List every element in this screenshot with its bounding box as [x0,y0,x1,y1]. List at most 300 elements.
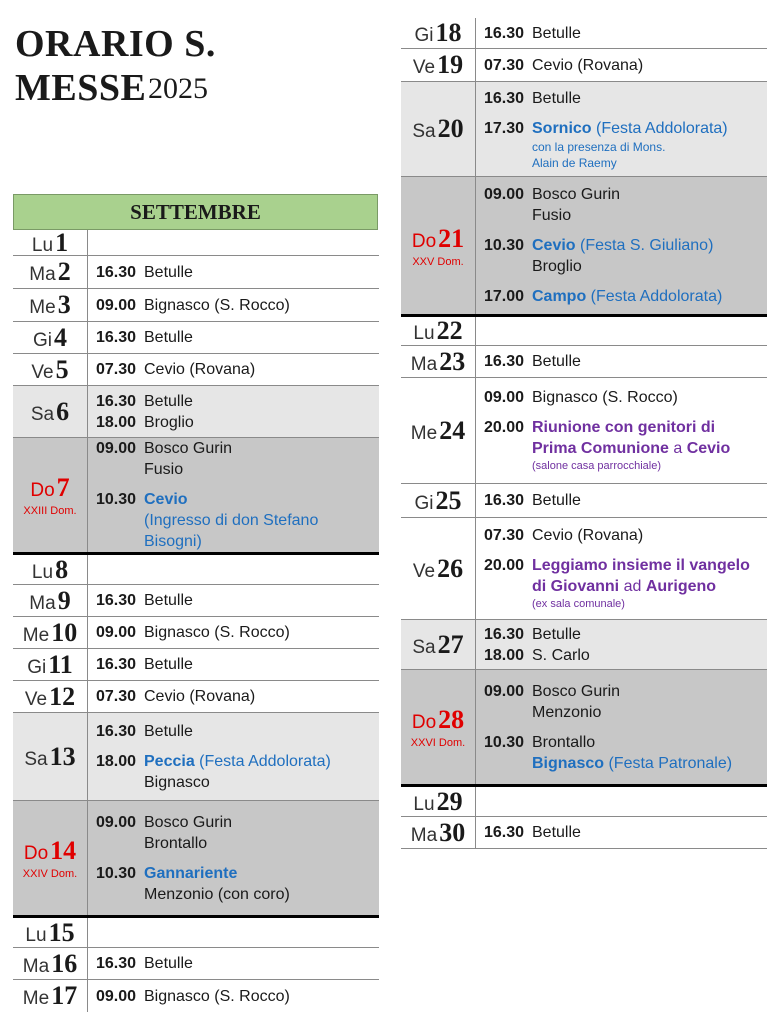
weekday: Lu [25,924,47,946]
day-label [411,416,465,446]
event-text: a [668,440,687,457]
day-row [13,289,379,322]
day-number: 13 [49,741,76,771]
mass-time [484,205,532,226]
place-name: Peccia [144,752,195,770]
mass-entry [484,624,767,645]
event-text-bold: Riunione con genitori di [532,419,716,436]
weekday: Ve [412,57,436,78]
day-row [401,18,767,49]
day-row [13,227,379,257]
mass-entry [96,953,379,974]
day-number: 19 [437,50,464,79]
day-number: 3 [57,290,71,319]
mass-entries [476,787,767,816]
schedule-column-left [13,227,379,1012]
mass-time: 16.30 [484,353,525,370]
day-number: 2 [57,257,71,286]
place-name: Sornico [532,119,592,137]
mass-time: 09.00 [96,296,137,314]
day-label [412,114,463,144]
mass-place [532,118,767,139]
day-number: 21 [438,223,465,253]
day-number: 24 [439,415,466,445]
mass-time [96,833,144,854]
weekday: Ve [24,688,48,710]
mass-time: 09.00 [96,813,137,831]
day-number: 26 [437,553,464,583]
mass-entries [476,346,767,377]
weekday: Me [410,422,438,444]
mass-place [532,235,767,256]
day-cell [401,484,476,517]
mass-entry [484,645,767,666]
weekday: Do [411,712,437,733]
mass-entries [88,230,379,255]
day-row [13,555,379,585]
day-cell [401,817,476,848]
mass-place: Betulle [144,722,193,740]
day-row [401,177,767,317]
mass-time: 07.30 [484,527,525,544]
day-row [13,354,379,386]
mass-place: Betulle [532,492,581,509]
mass-time: 16.30 [96,722,137,740]
day-number: 8 [55,554,69,584]
mass-time: 16.30 [96,656,137,673]
mass-entry [96,986,379,1007]
day-number: 17 [51,981,78,1010]
mass-entries [88,585,379,616]
mass-entry [484,387,767,408]
mass-place: Bignasco [144,773,210,791]
day-cell [13,980,88,1012]
mass-entry [96,772,379,793]
sunday-label: XXIV Dom. [22,868,78,880]
mass-place: Menzonio [532,703,602,721]
mass-entry [484,155,767,171]
day-label [29,586,70,616]
mass-entry [484,822,767,843]
place-name: Cevio [532,237,576,254]
day-label [23,618,77,648]
mass-place [532,417,767,438]
day-number: 11 [48,649,73,679]
day-label [23,949,77,979]
day-label [32,228,68,258]
day-number: 9 [57,585,71,615]
mass-time [484,576,532,597]
weekday: Gi [27,656,47,678]
mass-place [532,555,767,576]
mass-entry [484,681,767,702]
weekday: Sa [412,121,436,142]
weekday: Gi [414,492,434,514]
mass-place: Bosco Gurin [532,682,621,700]
mass-place: Bignasco (S. Rocco) [532,389,678,406]
day-row [401,346,767,378]
day-number: 27 [437,629,464,659]
mass-time: 10.30 [96,864,137,882]
mass-entry [96,812,379,833]
mass-time [484,597,532,612]
day-cell [401,49,476,81]
mass-time: 16.30 [484,625,525,643]
mass-time: 16.30 [484,492,525,509]
mass-time: 09.00 [96,440,137,457]
mass-place [144,751,379,772]
mass-entry [484,351,767,372]
event-text-bold: Cevio [686,440,731,457]
mass-time [96,772,144,793]
day-cell [401,317,476,345]
weekday: Me [29,297,56,318]
day-number: 22 [436,316,463,345]
mass-entries [476,518,767,619]
mass-entries [88,918,379,947]
day-number: 18 [435,18,462,47]
mass-entry [96,295,379,316]
mass-entry [484,576,767,597]
mass-time: 10.30 [484,237,525,254]
mass-time [484,139,532,155]
day-row [13,801,379,918]
day-row [401,317,767,346]
mass-entry [484,23,767,44]
day-cell [401,18,476,48]
weekday: Do [23,843,49,864]
day-number: 15 [48,917,75,947]
day-cell [401,378,476,483]
mass-place: Betulle [144,329,193,346]
mass-entry [96,654,379,675]
mass-place [532,753,767,774]
day-cell [13,555,88,584]
day-number: 6 [56,396,70,426]
mass-time: 17.30 [484,119,525,137]
mass-time [484,438,532,459]
mass-time: 18.00 [484,646,525,664]
place-note: (Festa Addolorata) [194,752,331,770]
mass-place: Fusio [144,461,184,478]
place-note: (Ingresso di don Stefano Bisogni) [144,512,319,550]
day-number: 28 [438,705,465,734]
day-cell [401,787,476,816]
weekday: Me [22,988,50,1009]
day-label [413,554,463,584]
mass-entries [88,649,379,680]
day-label [31,397,69,427]
place-name: Bignasco [532,754,605,772]
place-name: Campo [532,288,587,305]
mass-time: 16.30 [96,329,137,346]
mass-place: Brontallo [144,834,208,852]
mass-entry [484,235,767,256]
weekday: Me [22,624,50,646]
mass-entry [484,490,767,511]
mass-entries [88,948,379,979]
day-row [13,649,379,681]
day-cell [13,585,88,616]
mass-place: (ex sala comunale) [532,598,625,610]
mass-time: 16.30 [96,392,137,410]
weekday: Ma [410,824,438,846]
mass-place: Bignasco (S. Rocco) [144,624,290,641]
mass-entries [88,386,379,437]
day-cell [401,620,476,669]
mass-place [144,489,379,510]
day-label [412,224,464,254]
day-label [25,918,74,948]
mass-entries [476,317,767,345]
day-cell [13,322,88,353]
mass-time [484,256,532,277]
mass-entries [88,289,379,321]
weekday: Lu [413,793,435,815]
mass-time [484,155,532,171]
mass-entry [96,686,379,707]
day-row [401,620,767,670]
mass-entry [96,262,379,283]
mass-entries [476,49,767,81]
mass-entry [96,590,379,611]
day-cell [13,801,88,915]
place-note: (Festa Patronale) [604,754,733,772]
mass-entries [88,354,379,385]
mass-entry [96,884,379,905]
mass-entries [88,980,379,1012]
mass-entries [476,817,767,848]
mass-entry [484,88,767,109]
day-number: 5 [55,354,69,384]
day-label [413,50,463,80]
mass-place: con la presenza di Mons. [532,139,666,154]
mass-place: Betulle [144,392,193,410]
weekday: Gi [414,25,434,46]
mass-time: 16.30 [96,263,137,281]
day-number: 14 [50,836,77,865]
day-row [401,49,767,82]
mass-place: Betulle [532,625,581,643]
day-row [13,948,379,980]
day-number: 20 [437,114,464,143]
day-number: 12 [49,681,76,711]
mass-entry [484,118,767,139]
day-label [411,347,465,377]
day-cell [401,670,476,784]
day-label [29,290,70,320]
mass-entries [88,438,379,552]
place-name: Gannariente [144,864,238,882]
day-cell [13,681,88,712]
mass-time: 09.00 [96,624,137,641]
day-label [413,787,462,817]
day-cell [13,354,88,385]
mass-time: 20.00 [484,557,525,574]
mass-time: 07.30 [484,56,525,74]
mass-entries [88,322,379,353]
mass-place [532,286,767,307]
day-cell [401,82,476,176]
mass-entries [88,256,379,288]
weekday: Ma [410,353,438,375]
mass-entries [476,620,767,669]
mass-place: Betulle [532,353,581,370]
schedule-column-right [401,18,767,849]
mass-entry [484,139,767,155]
mass-entry [96,751,379,772]
day-row [13,713,379,801]
day-cell [401,177,476,314]
day-row [13,438,379,555]
mass-place: Bignasco (S. Rocco) [144,987,290,1005]
mass-place: Bosco Gurin [144,440,233,457]
weekday: Ma [22,955,50,977]
day-label [411,818,465,848]
mass-entries [476,82,767,176]
mass-time: 16.30 [96,955,137,972]
mass-time [484,702,532,723]
mass-place: Broglio [144,413,194,431]
mass-time: 17.00 [484,288,525,305]
page-title: ORARIO S. MESSE [15,23,216,109]
mass-place: Alain de Raemy [532,155,617,170]
event-text-bold: Prima Comunione [532,440,669,457]
event-text-bold: di Giovanni [532,578,620,595]
weekday: Sa [30,403,55,425]
day-label [25,682,75,712]
mass-place: (salone casa parrocchiale) [532,460,662,472]
day-label [412,705,464,735]
mass-entry [96,327,379,348]
mass-entry [484,184,767,205]
mass-time: 16.30 [484,89,525,107]
mass-time [484,459,532,474]
day-label [31,355,68,385]
weekday: Do [411,230,437,252]
place-note: (Festa S. Giuliano) [575,237,714,254]
mass-entry [484,753,767,774]
day-row [401,82,767,177]
weekday: Do [30,480,55,501]
mass-entries [476,18,767,48]
mass-time: 07.30 [96,688,137,705]
mass-time [484,753,532,774]
day-row [401,670,767,787]
day-cell [13,713,88,800]
day-cell [401,346,476,377]
day-label [24,742,75,772]
day-row [401,484,767,518]
weekday: Lu [413,323,435,344]
mass-place [532,576,767,597]
mass-place: Betulle [532,89,581,107]
weekday: Sa [412,636,436,658]
weekday: Lu [31,561,54,583]
day-number: 4 [54,322,67,352]
day-cell [13,438,88,552]
mass-time: 16.30 [484,24,525,42]
mass-entry [484,55,767,76]
mass-place: Menzonio (con coro) [144,885,290,903]
mass-entry [96,833,379,854]
mass-time: 09.00 [484,389,525,406]
day-cell [13,256,88,288]
day-row [401,518,767,620]
weekday: Lu [31,234,54,256]
mass-time: 16.30 [96,592,137,609]
day-row [13,322,379,354]
mass-time [96,510,144,552]
mass-time: 20.00 [484,419,525,436]
mass-entry [96,721,379,742]
day-label [415,486,462,516]
mass-entry [96,863,379,884]
mass-place: Broglio [532,258,582,275]
day-cell [13,649,88,680]
mass-place: Cevio (Rovana) [144,361,256,378]
mass-time: 18.00 [96,752,137,770]
year-label: 2025 [148,72,208,105]
day-row [13,980,379,1012]
mass-entry [96,359,379,380]
mass-place: Fusio [532,207,572,224]
event-text-bold: Leggiamo insieme il vangelo [532,557,750,574]
weekday: Ve [31,361,54,383]
month-header: SETTEMBRE [13,194,378,230]
mass-place: S. Carlo [532,646,590,664]
day-label [30,473,69,503]
mass-place: Cevio (Rovana) [144,688,256,705]
event-text-bold: Aurigeno [645,578,717,595]
mass-time: 10.30 [484,733,525,751]
mass-place: Bosco Gurin [144,813,233,831]
day-number: 10 [51,617,78,647]
day-cell [13,289,88,321]
day-cell [13,948,88,979]
mass-entries [476,177,767,314]
day-label [32,555,68,585]
day-row [13,617,379,649]
event-text: ad [619,578,646,595]
mass-place: Cevio (Rovana) [532,56,644,74]
mass-place: Bosco Gurin [532,186,621,203]
day-row [13,585,379,617]
place-note: (Festa Addolorata) [591,119,728,137]
mass-place: Betulle [532,824,581,841]
day-row [13,256,379,289]
mass-time: 07.30 [96,361,137,378]
mass-place: Betulle [144,955,193,972]
mass-entry [484,438,767,459]
mass-entry [484,702,767,723]
mass-entry [484,417,767,438]
mass-entry [96,391,379,412]
mass-entry [96,412,379,433]
day-label [412,630,463,660]
mass-place [144,863,379,884]
mass-time: 09.00 [484,186,525,203]
mass-time: 16.30 [484,824,525,841]
day-row [401,378,767,484]
day-row [13,918,379,948]
weekday: Ve [412,560,436,582]
mass-entries [88,617,379,648]
day-number: 30 [439,817,466,847]
day-number: 29 [436,786,463,816]
mass-entry [484,732,767,753]
mass-entries [88,801,379,915]
